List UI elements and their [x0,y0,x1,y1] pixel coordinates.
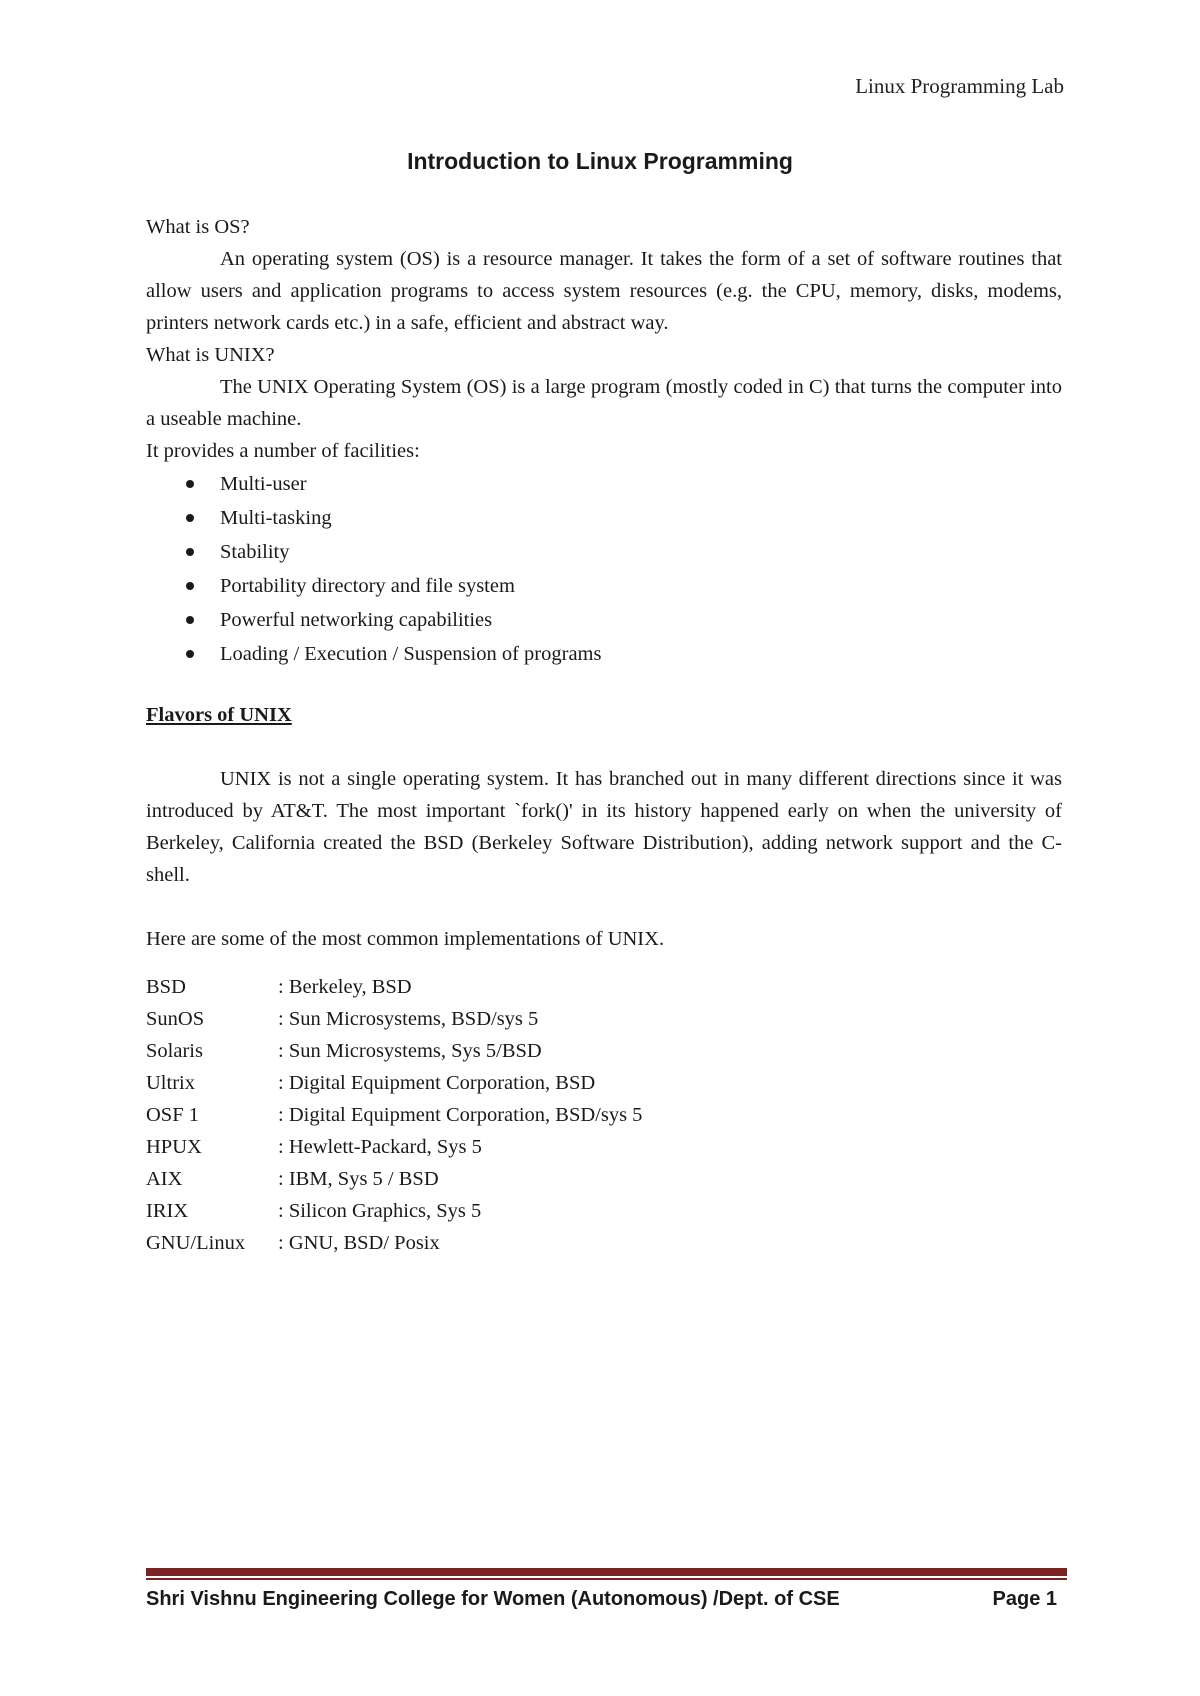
impl-name: AIX [146,1168,183,1190]
impl-description: : IBM, Sys 5 / BSD [278,1168,439,1190]
impl-description: : Digital Equipment Corporation, BSD [278,1072,596,1094]
list-item-text: Multi-tasking [220,507,332,529]
table-row [146,1099,642,1131]
list-item-text: Multi-user [220,473,307,495]
list-item [186,501,1062,535]
list-item [186,603,1062,637]
bullet-icon [186,616,194,624]
spacer [146,731,1062,763]
impl-name: GNU/Linux [146,1232,246,1254]
impl-name: IRIX [146,1200,189,1222]
os-answer: An operating system (OS) is a resource manager. It takes the form of a set of software routines that allow users and application programs to access system resources (e.g. the CPU, memory, disks, modems, printers network cards etc.) in a safe, efficient and abstract way. [146,248,1062,334]
impl-description: : Hewlett-Packard, Sys 5 [278,1136,482,1158]
list-item [186,637,1062,671]
table-row [146,1067,642,1099]
footer-institution: Shri Vishnu Engineering College for Women (Autonomous) /Dept. of CSE [146,1588,840,1610]
bullet-icon [186,548,194,556]
page-title: Introduction to Linux Programming [407,148,793,174]
table-row [146,1163,642,1195]
facilities-list [146,467,1062,671]
bullet-icon [186,514,194,522]
impl-name: SunOS [146,1008,205,1030]
os-question: What is OS? [146,216,250,238]
implementations-intro: Here are some of the most common implementations of UNIX. [146,928,665,950]
spacer [146,891,1062,923]
flavors-paragraph: UNIX is not a single operating system. It has branched out in many different directions since it was introduced by AT&T. The most important `fork()' in its history happened early on when the university of Berkeley, California created the BSD (Berkeley Software Distribution), adding network support and the C-shell. [146,768,1062,886]
footer-divider-thin [146,1578,1067,1580]
list-item [186,467,1062,501]
page-footer [146,1588,1067,1611]
list-item-text: Stability [220,541,290,563]
footer-divider [146,1568,1067,1576]
bullet-icon [186,582,194,590]
list-item-text: Loading / Execution / Suspension of programs [220,643,602,665]
impl-name: BSD [146,976,186,998]
list-item-text: Powerful networking capabilities [220,609,493,631]
table-row [146,1227,642,1259]
table-row [146,1131,642,1163]
table-row [146,1195,642,1227]
impl-name: HPUX [146,1136,202,1158]
impl-description: : Digital Equipment Corporation, BSD/sys 5 [278,1104,643,1126]
list-item [186,569,1062,603]
page-number: Page 1 [992,1588,1057,1610]
impl-description: : Sun Microsystems, BSD/sys 5 [278,1008,539,1030]
impl-name: Ultrix [146,1072,195,1094]
bullet-icon [186,650,194,658]
unix-question: What is UNIX? [146,344,275,366]
table-row [146,1003,642,1035]
list-item-text: Portability directory and file system [220,575,515,597]
running-header: Linux Programming Lab [855,74,1064,98]
main-content [146,211,1062,1259]
facilities-intro: It provides a number of facilities: [146,440,420,462]
implementations-table [146,971,642,1259]
table-row [146,971,642,1003]
impl-description: : GNU, BSD/ Posix [278,1232,440,1254]
impl-description: : Sun Microsystems, Sys 5/BSD [278,1040,542,1062]
table-row [146,1035,642,1067]
bullet-icon [186,480,194,488]
impl-description: : Berkeley, BSD [278,976,412,998]
unix-answer: The UNIX Operating System (OS) is a large program (mostly coded in C) that turns the computer into a useable machine. [146,376,1062,430]
list-item [186,535,1062,569]
flavors-heading: Flavors of UNIX [146,704,292,726]
impl-name: Solaris [146,1040,203,1062]
impl-name: OSF 1 [146,1104,199,1126]
impl-description: : Silicon Graphics, Sys 5 [278,1200,482,1222]
